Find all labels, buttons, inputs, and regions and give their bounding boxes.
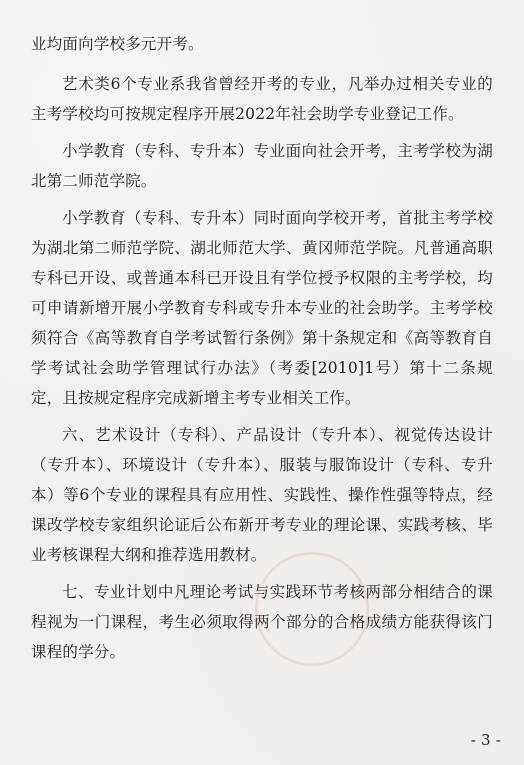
paragraph-2: 艺术类6个专业系我省曾经开考的专业，凡举办过相关专业的主考学校均可按规定程序开展2022年社会助学专业登记工作。 [31,75,493,123]
paragraph-5: 六、艺术设计（专科）、产品设计（专升本）、视觉传达设计（专升本）、环境设计（专升本）、服装与服饰设计（专科、专升本）等6个专业的课程具有应用性、实践性、操作性强等特点，经课改学校专家组织论证后公布新开考专业的理论课、实践考核、毕业考核课程大纲和推荐选用教材。 [31,426,493,564]
paragraph-6: 七、专业计划中凡理论考试与实践环节考核两部分相结合的课程视为一门课程，考生必须取得两个部分的合格成绩方能获得该门课程的学分。 [31,583,493,661]
document-body [31,29,493,674]
page-number: - 3 - [470,731,501,749]
paragraph-1: 业均面向学校多元开考。 [31,35,204,53]
paragraph-4: 小学教育（专科、专升本）同时面向学校开考，首批主考学校为湖北第二师范学院、湖北师范大学、黄冈师范学院。凡普通高职专科已开设、或普通本科已开设且有学位授予权限的主考学校，均可申请新增开展小学教育专科或专升本专业的社会助学。主考学校须符合《高等教育自学考试暂行条例》第十条规定和《高等教育自学考试社会助学管理试行办法》（考委[2010]1号）第十二条规定，且按规定程序完成新增主考专业相关工作。 [31,209,493,407]
paragraph-3: 小学教育（专科、专升本）专业面向社会开考，主考学校为湖北第二师范学院。 [31,142,493,190]
